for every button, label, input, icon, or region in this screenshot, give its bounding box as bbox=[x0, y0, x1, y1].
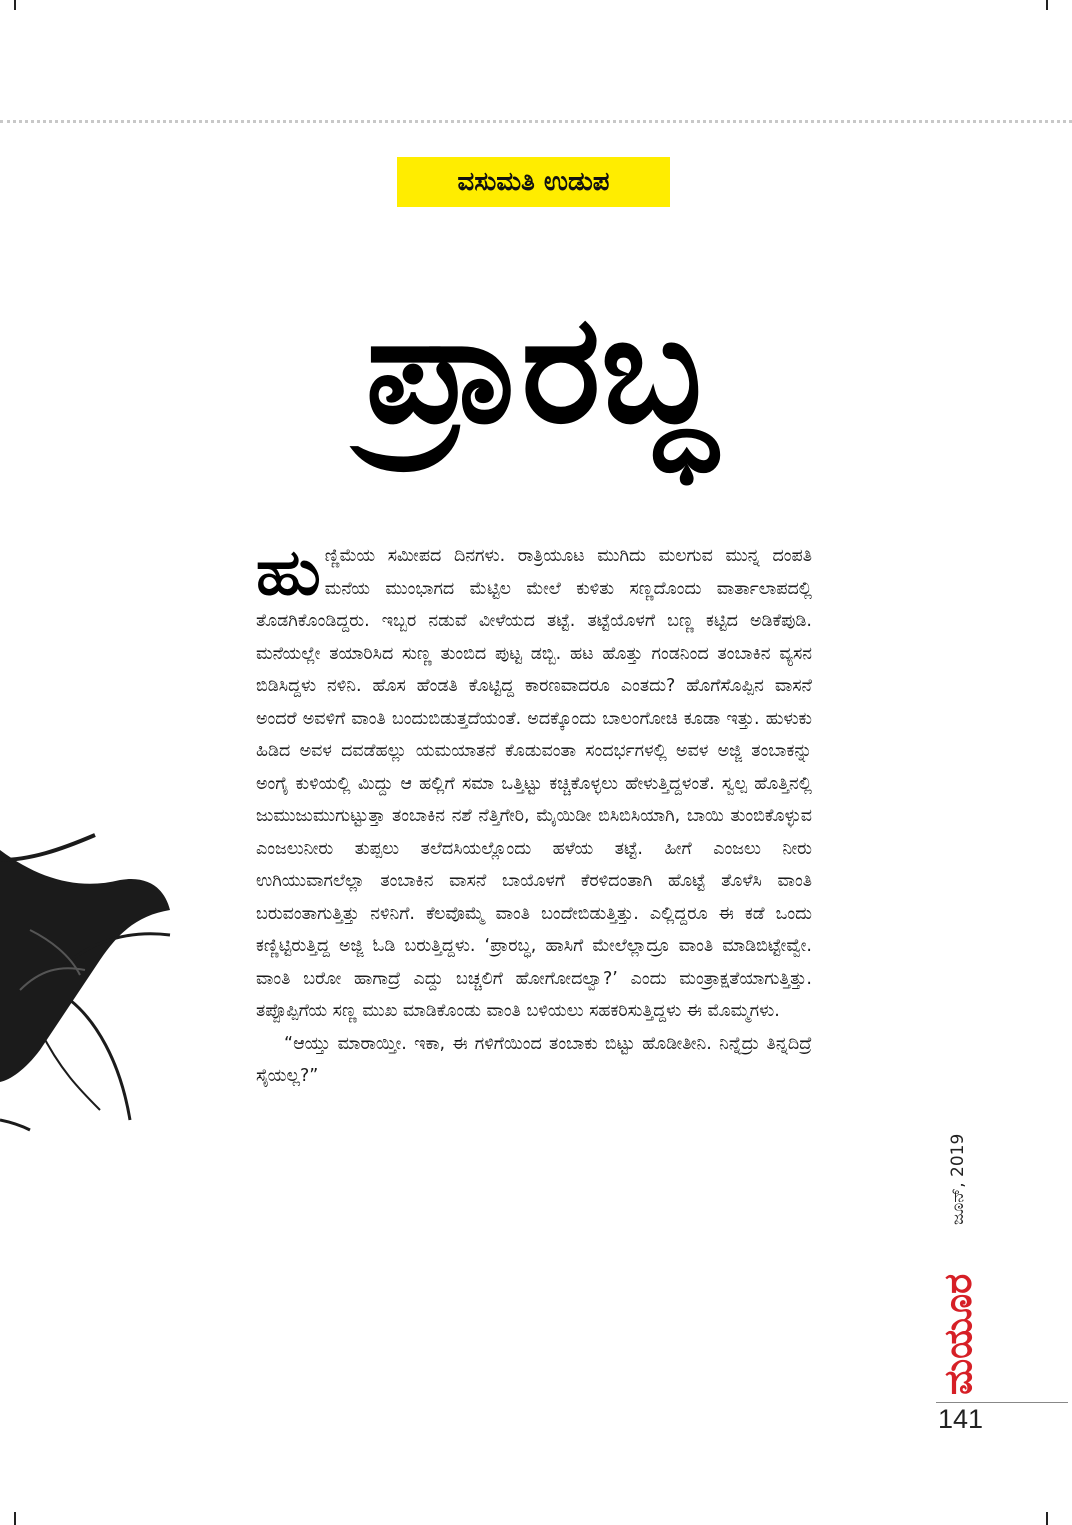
first-paragraph bbox=[256, 536, 812, 1028]
page-number-rule bbox=[936, 1402, 1068, 1403]
magazine-logo: ಮಯೂರ bbox=[936, 1273, 980, 1395]
crop-mark-top-left bbox=[14, 0, 16, 10]
crop-mark-top-right bbox=[1046, 0, 1048, 10]
article-body bbox=[256, 536, 812, 1093]
top-dotted-rule bbox=[0, 120, 1072, 123]
first-paragraph-text: ಣ್ಣಿಮೆಯ ಸಮೀಪದ ದಿನಗಳು. ರಾತ್ರಿಯೂಟ ಮುಗಿದು ಮಲಗುವ ಮುನ್ನ ದಂಪತಿ ಮನೆಯ ಮುಂಭಾಗದ ಮೆಟ್ಟಿಲ ಮೇಲೆ ಕುಳಿತು ಸಣ್ಣದೊಂದು ವಾರ್ತಾಲಾಪದಲ್ಲಿ ತೊಡಗಿಕೊಂಡಿದ್ದರು. ಇಬ್ಬರ ನಡುವೆ ವೀಳೆಯದ ತಟ್ಟೆ. ತಟ್ಟೆಯೊಳಗೆ ಬಣ್ಣ ಕಟ್ಟಿದ ಅಡಿಕೆಪುಡಿ. ಮನೆಯಲ್ಲೇ ತಯಾರಿಸಿದ ಸುಣ್ಣ ತುಂಬಿದ ಪುಟ್ಟ ಡಬ್ಬಿ. ಹಟ ಹೊತ್ತು ಗಂಡನಿಂದ ತಂಬಾಕಿನ ವ್ಯಸನ ಬಿಡಿಸಿದ್ದಳು ನಳಿನಿ. ಹೊಸ ಹೆಂಡತಿ ಕೊಟ್ಟಿದ್ದ ಕಾರಣವಾದರೂ ಎಂತದು? ಹೊಗೆಸೊಪ್ಪಿನ ವಾಸನೆ ಅಂದರೆ ಅವಳಿಗೆ ವಾಂತಿ ಬಂದುಬಿಡುತ್ತದೆಯಂತೆ. ಅದಕ್ಕೊಂದು ಬಾಲಂಗೋಚಿ ಕೂಡಾ ಇತ್ತು. ಹುಳುಕು ಹಿಡಿದ ಅವಳ ದವಡೆಹಲ್ಲು ಯಮಯಾತನೆ ಕೊಡುವಂತಾ ಸಂದರ್ಭಗಳಲ್ಲಿ ಅವಳ ಅಜ್ಜಿ ತಂಬಾಕನ್ನು ಅಂಗೈ ಕುಳಿಯಲ್ಲಿ ಮಿದ್ದು ಆ ಹಲ್ಲಿಗೆ ಸಮಾ ಒತ್ತಿಟ್ಟು ಕಚ್ಚಿಕೊಳ್ಳಲು ಹೇಳುತ್ತಿದ್ದಳಂತೆ. ಸ್ವಲ್ಪ ಹೊತ್ತಿನಲ್ಲಿ ಜುಮುಜುಮುಗುಟ್ಟುತ್ತಾ ತಂಬಾಕಿನ ನಶೆ ನೆತ್ತಿಗೇರಿ, ಮೈಯಿಡೀ ಬಿಸಿಬಿಸಿಯಾಗಿ, ಬಾಯಿ ತುಂಬಿಕೊಳ್ಳುವ ಎಂಜಲುನೀರು ತುಪ್ಪಲು ತಲೆದಸಿಯಲ್ಲೊಂದು ಹಳೆಯ ತಟ್ಟೆ. ಹೀಗೆ ಎಂಜಲು ನೀರು ಉಗಿಯುವಾಗಲೆಲ್ಲಾ ತಂಬಾಕಿನ ವಾಸನೆ ಬಾಯೊಳಗೆ ಕೆರಳಿದಂತಾಗಿ ಹೊಟ್ಟೆ ತೊಳೆಸಿ ವಾಂತಿ ಬರುವಂತಾಗುತ್ತಿತ್ತು ನಳಿನಿಗೆ. ಕೆಲವೊಮ್ಮೆ ವಾಂತಿ ಬಂದೇಬಿಡುತ್ತಿತ್ತು. ಎಲ್ಲಿದ್ದರೂ ಈ ಕಡೆ ಒಂದು ಕಣ್ಣಿಟ್ಟಿರುತ್ತಿದ್ದ ಅಜ್ಜಿ ಓಡಿ ಬರುತ್ತಿದ್ದಳು. ‘ಪ್ರಾರಬ್ಧ, ಹಾಸಿಗೆ ಮೇಲೆಲ್ಲಾದ್ರೂ ವಾಂತಿ ಮಾಡಿಬಿಟ್ಟೇವ್ವೇ. ವಾಂತಿ ಬರೋ ಹಾಗಾದ್ರೆ ಎದ್ದು ಬಚ್ಚಲಿಗೆ ಹೋಗೋದಲ್ವಾ?’ ಎಂದು ಮಂತ್ರಾಕ್ಷತೆಯಾಗುತ್ತಿತ್ತು. ತಪ್ಪೊಪ್ಪಿಗೆಯ ಸಣ್ಣ ಮುಖ ಮಾಡಿಕೊಂಡು ವಾಂತಿ ಬಳಿಯಲು ಸಹಕರಿಸುತ್ತಿದ್ದಳು ಈ ಮೊಮ್ಮಗಳು. bbox=[256, 546, 812, 1021]
ink-illustration bbox=[0, 820, 180, 1150]
issue-date: ಜೂನ್, 2019 bbox=[948, 1133, 968, 1225]
crop-mark-bottom-left bbox=[14, 1512, 16, 1525]
drop-cap: ಹು bbox=[256, 536, 321, 610]
dialogue-paragraph: “ಆಯ್ತು ಮಾರಾಯ್ತೀ. ಇಕಾ, ಈ ಗಳಿಗೆಯಿಂದ ತಂಬಾಕು ಬಿಟ್ಟು ಹೊಡೀತೀನಿ. ನಿನ್ನೆದ್ರು ತಿನ್ನದಿದ್ರೆ ಸೈಯಲ್ಲ?” bbox=[256, 1033, 812, 1086]
author-name-label: ವಸುಮತಿ ಉಡುಪ bbox=[397, 157, 670, 207]
crop-mark-bottom-right bbox=[1046, 1512, 1048, 1525]
story-title: ಪ್ರಾರಬ್ಧ bbox=[365, 283, 715, 457]
page-number: 141 bbox=[938, 1404, 984, 1434]
